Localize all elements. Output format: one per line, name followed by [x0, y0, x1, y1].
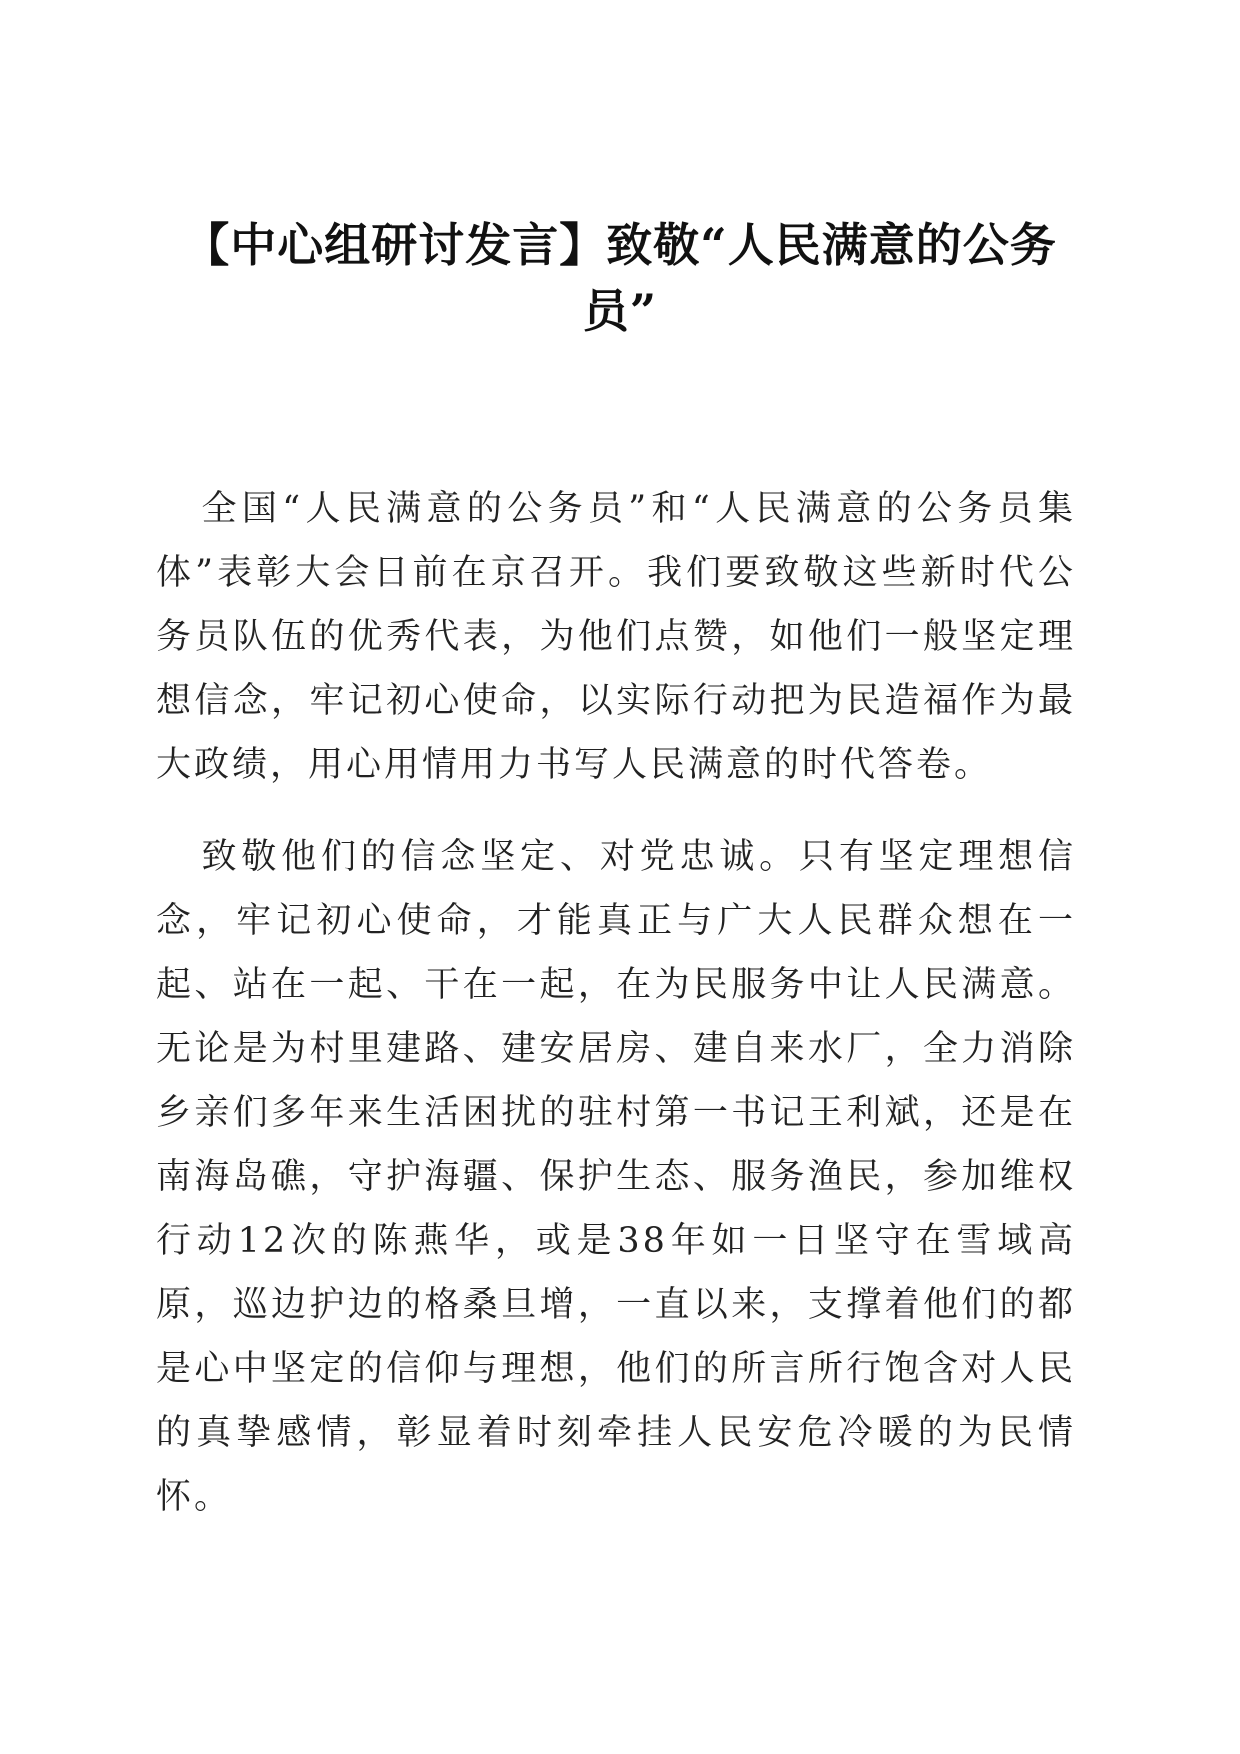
document-body	[156, 477, 1076, 1529]
title-line-1: 【中心组研讨发言】致敬“人民满意的公务	[183, 218, 1057, 272]
title-line-2: 员”	[582, 284, 658, 338]
paragraph-1: 全国“人民满意的公务员”和“人民满意的公务员集体”表彰大会日前在京召开。我们要致敬这些新时代公务员队伍的优秀代表，为他们点赞，如他们一般坚定理想信念，牢记初心使命，以实际行动把为民造福作为最大政绩，用心用情用力书写人民满意的时代答卷。	[156, 489, 1076, 785]
paragraph-2: 致敬他们的信念坚定、对党忠诚。只有坚定理想信念，牢记初心使命，才能真正与广大人民群众想在一起、站在一起、干在一起，在为民服务中让人民满意。无论是为村里建路、建安居房、建自来水厂，全力消除乡亲们多年来生活困扰的驻村第一书记王利斌，还是在南海岛礁，守护海疆、保护生态、服务渔民，参加维权行动12次的陈燕华，或是38年如一日坚守在雪域高原，巡边护边的格桑旦增，一直以来，支撑着他们的都是心中坚定的信仰与理想，他们的所言所行饱含对人民的真挚感情，彰显着时刻牵挂人民安危冷暖的为民情怀。	[156, 837, 1076, 1517]
document-title	[150, 212, 1090, 344]
